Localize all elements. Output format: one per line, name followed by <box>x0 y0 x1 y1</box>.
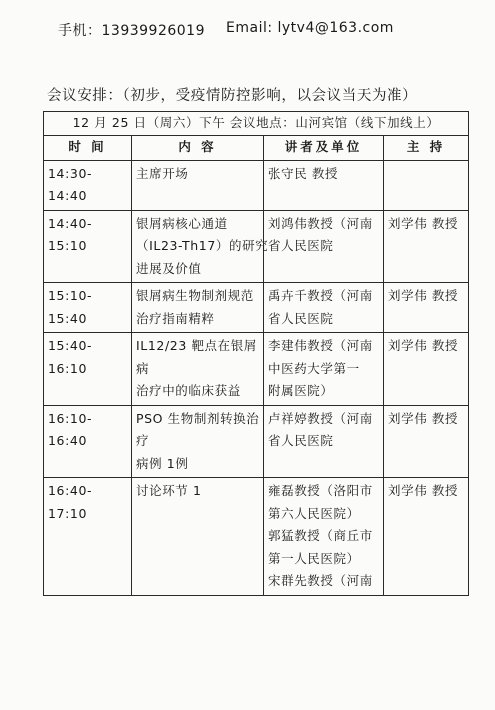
arrangement-note: 会议安排：（初步，受疫情防控影响，以会议当天为准） <box>47 88 418 104</box>
header-host: 主 持 <box>384 135 469 160</box>
content-line: 主席开场 <box>136 165 189 181</box>
content-line: PSO 生物制剂转换治 <box>136 410 260 426</box>
content-line: 银屑病生物制剂规范 <box>136 288 254 303</box>
host-line: 刘学伟 教授 <box>388 215 459 231</box>
content-cell <box>132 333 264 406</box>
host-cell <box>384 333 469 406</box>
content-cell <box>132 160 264 210</box>
speaker-line: 省人民医院 <box>268 433 334 448</box>
table-row <box>44 405 469 478</box>
header-row <box>44 135 469 160</box>
speaker-cell <box>264 405 384 478</box>
content-line: 进展及价值 <box>136 260 202 276</box>
time-cell: 14:40-15:10 <box>44 210 132 283</box>
date-venue-row <box>44 112 469 136</box>
host-cell <box>384 283 469 333</box>
time-cell: 14:30-14:40 <box>44 160 132 210</box>
host-cell <box>384 160 469 210</box>
speaker-cell <box>264 160 384 210</box>
speaker-line: 中医药大学第一 <box>268 360 360 376</box>
time-cell: 16:10-16:40 <box>44 405 132 478</box>
speaker-line: 李建伟教授（河南 <box>268 338 373 353</box>
header-content: 内 容 <box>132 135 264 160</box>
table-row <box>44 478 469 596</box>
table-row <box>44 210 469 283</box>
table-row <box>44 160 469 210</box>
content-line: 治疗中的临床获益 <box>136 383 241 398</box>
speaker-cell <box>264 333 384 406</box>
content-line: 病例 1例 <box>136 455 189 471</box>
time-cell: 15:10-15:40 <box>44 283 132 333</box>
speaker-line: 第六人民医院） <box>268 505 360 521</box>
time-cell: 16:40-17:10 <box>44 478 132 596</box>
content-cell <box>132 283 264 333</box>
speaker-line: 张守民 教授 <box>268 165 339 181</box>
table-row <box>44 333 469 406</box>
content-line: 银屑病核心通道 <box>136 215 228 231</box>
content-line: 治疗指南精粹 <box>136 310 215 326</box>
host-line: 刘学伟 教授 <box>388 483 459 498</box>
speaker-line: 卢祥婷教授（河南 <box>268 410 373 426</box>
contact-line <box>58 20 394 40</box>
speaker-cell <box>264 283 384 333</box>
host-cell <box>384 478 469 596</box>
content-line: （IL23-Th17）的研究 <box>136 238 269 253</box>
header-speaker: 讲者及单位 <box>264 135 384 160</box>
phone-number: 手机：13939926019 <box>58 23 205 39</box>
speaker-line: 宋群先教授（河南 <box>268 573 373 588</box>
content-line: 病 <box>136 360 150 376</box>
host-line: 刘学伟 教授 <box>388 338 459 353</box>
schedule-table <box>43 111 469 596</box>
time-cell: 15:40-16:10 <box>44 333 132 406</box>
speaker-line: 郭猛教授（商丘市 <box>268 528 373 543</box>
host-line: 刘学伟 教授 <box>388 288 459 303</box>
content-line: 讨论环节 1 <box>136 483 202 498</box>
header-time: 时 间 <box>44 135 132 160</box>
host-line: 刘学伟 教授 <box>388 410 459 426</box>
speaker-line: 省人民医院 <box>268 310 334 326</box>
speaker-cell <box>264 478 384 596</box>
speaker-line: 刘鸿伟教授（河南 <box>268 215 373 231</box>
email-address: Email: lytv4@163.com <box>226 20 394 36</box>
content-cell <box>132 210 269 283</box>
content-cell <box>132 405 264 478</box>
host-cell <box>384 405 469 478</box>
content-line: 疗 <box>136 433 150 448</box>
date-venue-text: 12 月 25 日（周六）下午 会议地点：山河宾馆（线下加线上） <box>44 112 469 136</box>
content-cell <box>132 478 264 596</box>
speaker-line: 省人民医院 <box>268 238 334 253</box>
table-row <box>44 283 469 333</box>
host-cell <box>384 210 469 283</box>
speaker-line: 雍磊教授（洛阳市 <box>268 483 373 498</box>
speaker-line: 附属医院） <box>268 383 334 398</box>
speaker-line: 禹卉千教授（河南 <box>268 288 373 303</box>
content-line: IL12/23 靶点在银屑 <box>136 338 257 353</box>
speaker-cell <box>264 210 384 283</box>
speaker-line: 第一人民医院） <box>268 550 360 566</box>
